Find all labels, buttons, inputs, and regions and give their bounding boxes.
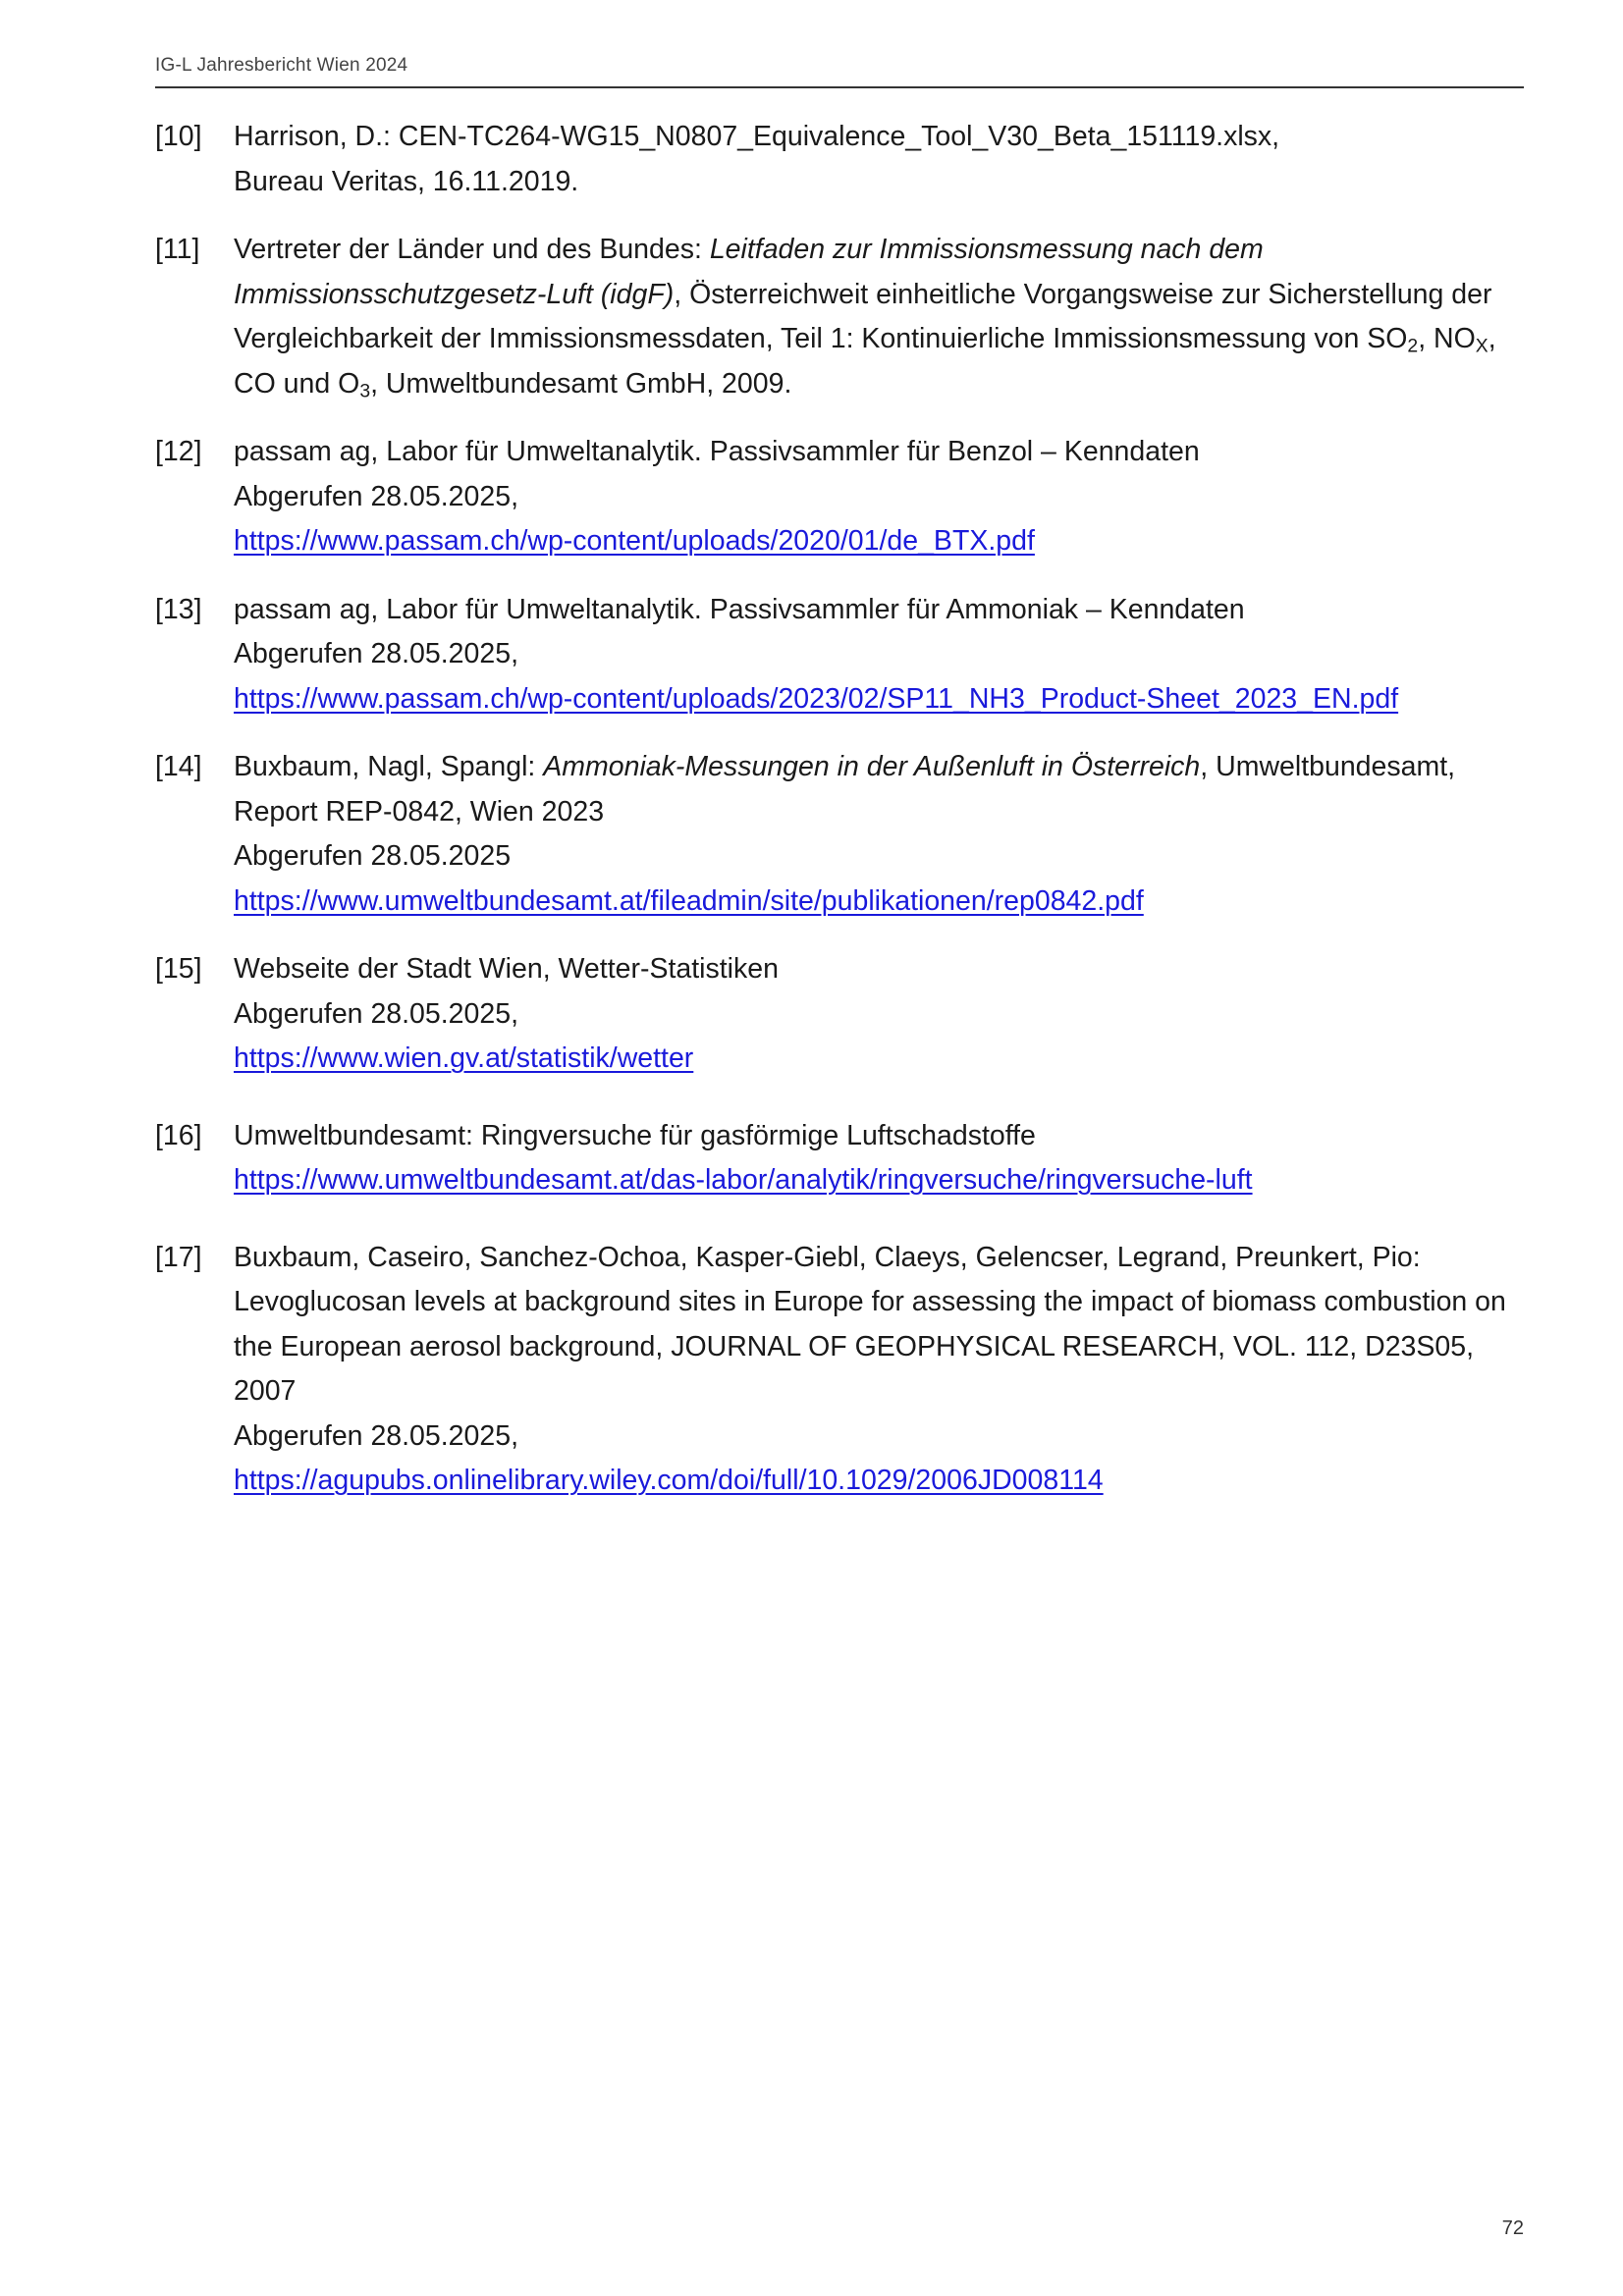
reference-link[interactable]: https://www.passam.ch/wp-content/uploads/2020/01/de_BTX.pdf xyxy=(234,525,1035,557)
reference-text: Harrison, D.: CEN-TC264-WG15_N0807_Equivalence_Tool_V30_Beta_151119.xlsx, xyxy=(234,121,1280,152)
page-number: 72 xyxy=(1501,2217,1524,2239)
retrieved-date: Abgerufen 28.05.2025, xyxy=(234,638,518,669)
retrieved-date: Abgerufen 28.05.2025 xyxy=(234,840,512,872)
reference-12 xyxy=(155,430,1524,564)
reference-11 xyxy=(155,228,1524,406)
reference-17 xyxy=(155,1236,1524,1504)
reference-16 xyxy=(155,1114,1524,1203)
reference-text: Bureau Veritas, 16.11.2019. xyxy=(234,165,579,197)
reference-number: [12] xyxy=(155,436,202,467)
reference-number: [13] xyxy=(155,593,202,625)
reference-link[interactable]: https://agupubs.onlinelibrary.wiley.com/doi/full/10.1029/2006JD008114 xyxy=(234,1465,1104,1496)
reference-text: Report REP-0842, Wien 2023 xyxy=(234,795,605,828)
reference-number: [11] xyxy=(155,234,200,265)
reference-text: Immissionsschutzgesetz-Luft (idgF), Österreichweit einheitliche Vorgangsweise zur Sicherstellung der xyxy=(234,278,1492,310)
reference-list xyxy=(155,115,1524,1527)
reference-text: Buxbaum, Nagl, Spangl: Ammoniak-Messungen in der Außenluft in Österreich, Umweltbundesamt, xyxy=(234,751,1456,782)
reference-13 xyxy=(155,588,1524,722)
reference-title: Leitfaden zur Immissionsmessung nach dem xyxy=(709,234,1264,265)
reference-14 xyxy=(155,745,1524,924)
retrieved-date: Abgerufen 28.05.2025, xyxy=(234,1419,518,1452)
reference-number: [10] xyxy=(155,121,202,152)
reference-text: CO und $O_3$, Umweltbundesamt GmbH, 2009. xyxy=(234,367,792,401)
reference-title: Immissionsschutzgesetz-Luft (idgF) xyxy=(234,278,675,310)
reference-text: Vertreter der Länder und des Bundes: Leitfaden zur Immissionsmessung nach dem xyxy=(234,234,1264,265)
reference-number: [15] xyxy=(155,953,202,985)
reference-link[interactable]: https://www.passam.ch/wp-content/uploads/2023/02/SP11_NH3_Product-Sheet_2023_EN.pdf xyxy=(234,682,1399,715)
reference-link[interactable]: https://www.umweltbundesamt.at/fileadmin/site/publikationen/rep0842.pdf xyxy=(234,884,1144,917)
reference-number: [16] xyxy=(155,1119,202,1151)
reference-15 xyxy=(155,947,1524,1082)
reference-text: Umweltbundesamt: Ringversuche für gasförmige Luftschadstoffe xyxy=(234,1119,1036,1151)
reference-number: [17] xyxy=(155,1241,202,1273)
retrieved-date: Abgerufen 28.05.2025, xyxy=(234,997,518,1030)
reference-10 xyxy=(155,115,1524,204)
reference-number: [14] xyxy=(155,751,202,782)
document-title: IG-L Jahresbericht Wien 2024 xyxy=(155,55,408,76)
reference-text: passam ag, Labor für Umweltanalytik. Passivsammler für Ammoniak – Kenndaten xyxy=(234,593,1245,625)
reference-text: Buxbaum, Caseiro, Sanchez-Ochoa, Kasper-Giebl, Claeys, Gelencser, Legrand, Preunkert, Pio: Levoglucosan levels at background sites in Europe for assessing the impact of biomass combustion on the European aerosol background, JOURNAL OF GEOPHYSICAL RESEARCH, VOL. 112, D23S05, 2007 xyxy=(234,1241,1506,1407)
reference-text: passam ag, Labor für Umweltanalytik. Passivsammler für Benzol – Kenndaten xyxy=(234,436,1200,467)
reference-text: Vergleichbarkeit der Immissionsmessdaten, Teil 1: Kontinuierliche Immissionsmessung von $SO_2$, $NO_X$, xyxy=(234,323,1496,357)
reference-link[interactable]: https://www.umweltbundesamt.at/das-labor/analytik/ringversuche/ringversuche-luft xyxy=(234,1164,1253,1196)
retrieved-date: Abgerufen 28.05.2025, xyxy=(234,480,518,512)
reference-text: Webseite der Stadt Wien, Wetter-Statistiken xyxy=(234,953,779,985)
reference-link[interactable]: https://www.wien.gv.at/statistik/wetter xyxy=(234,1042,694,1074)
page-header xyxy=(155,55,1524,88)
reference-title: Ammoniak-Messungen in der Außenluft in Österreich xyxy=(543,751,1201,782)
